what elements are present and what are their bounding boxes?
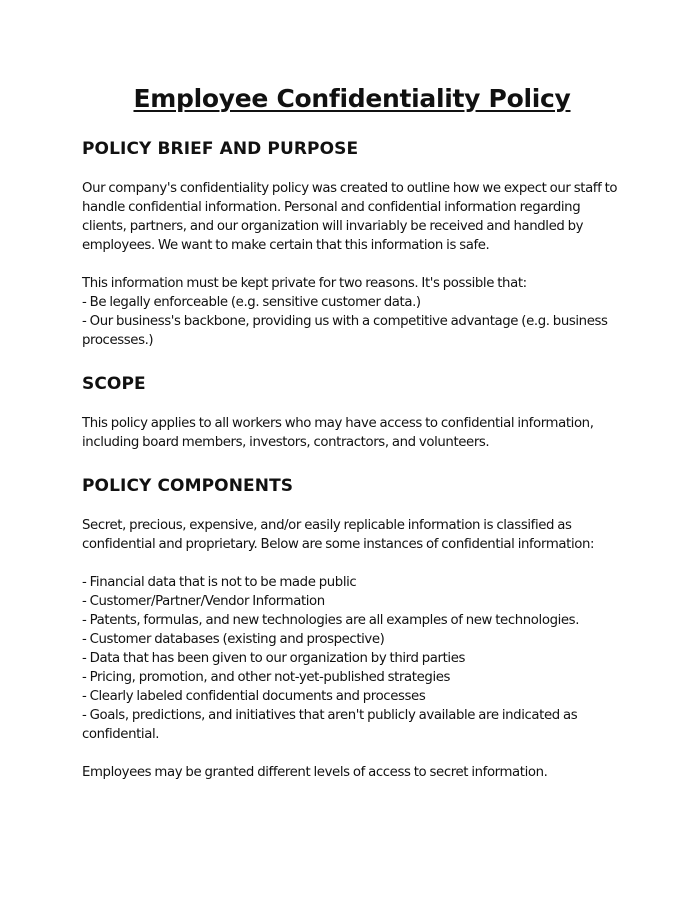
list-item: - Patents, formulas, and new technologies are all examples of new technologies. — [82, 613, 580, 628]
section-heading-policy-brief: POLICY BRIEF AND PURPOSE — [82, 139, 359, 159]
list-item: - Financial data that is not to be made public — [82, 575, 357, 590]
list-item: - Customer databases (existing and prospective) — [82, 632, 385, 647]
paragraph-access-levels: Employees may be granted different levels of access to secret information. — [82, 765, 548, 780]
section-heading-policy-components: POLICY COMPONENTS — [82, 476, 294, 496]
paragraph-purpose: Our company's confidentiality policy was created to outline how we expect our staff to handle confidential information. Personal and confidential information regarding clients, partners, and our organization will invariably be received and handled by employees. We want to make certain that this information is safe. — [82, 181, 618, 253]
list-item: - Clearly labeled confidential documents and processes — [82, 689, 426, 704]
list-item: - Customer/Partner/Vendor Information — [82, 594, 325, 609]
section-heading-scope: SCOPE — [82, 374, 146, 394]
paragraph-reasons-intro: This information must be kept private for two reasons. It's possible that: — [82, 276, 527, 291]
document-page — [82, 84, 622, 782]
list-item: - Data that has been given to our organization by third parties — [82, 651, 466, 666]
document-title: Employee Confidentiality Policy — [133, 84, 571, 113]
paragraph-components-intro: Secret, precious, expensive, and/or easily replicable information is classified as confidential and proprietary. Below are some instances of confidential information: — [82, 518, 595, 552]
list-item: - Pricing, promotion, and other not-yet-published strategies — [82, 670, 451, 685]
paragraph-scope: This policy applies to all workers who may have access to confidential information, including board members, investors, contractors, and volunteers. — [82, 416, 594, 450]
reason-item: - Be legally enforceable (e.g. sensitive customer data.) — [82, 295, 421, 310]
list-item: - Goals, predictions, and initiatives that aren't publicly available are indicated as confidential. — [82, 708, 578, 742]
reason-item: - Our business's backbone, providing us with a competitive advantage (e.g. business processes.) — [82, 314, 608, 348]
